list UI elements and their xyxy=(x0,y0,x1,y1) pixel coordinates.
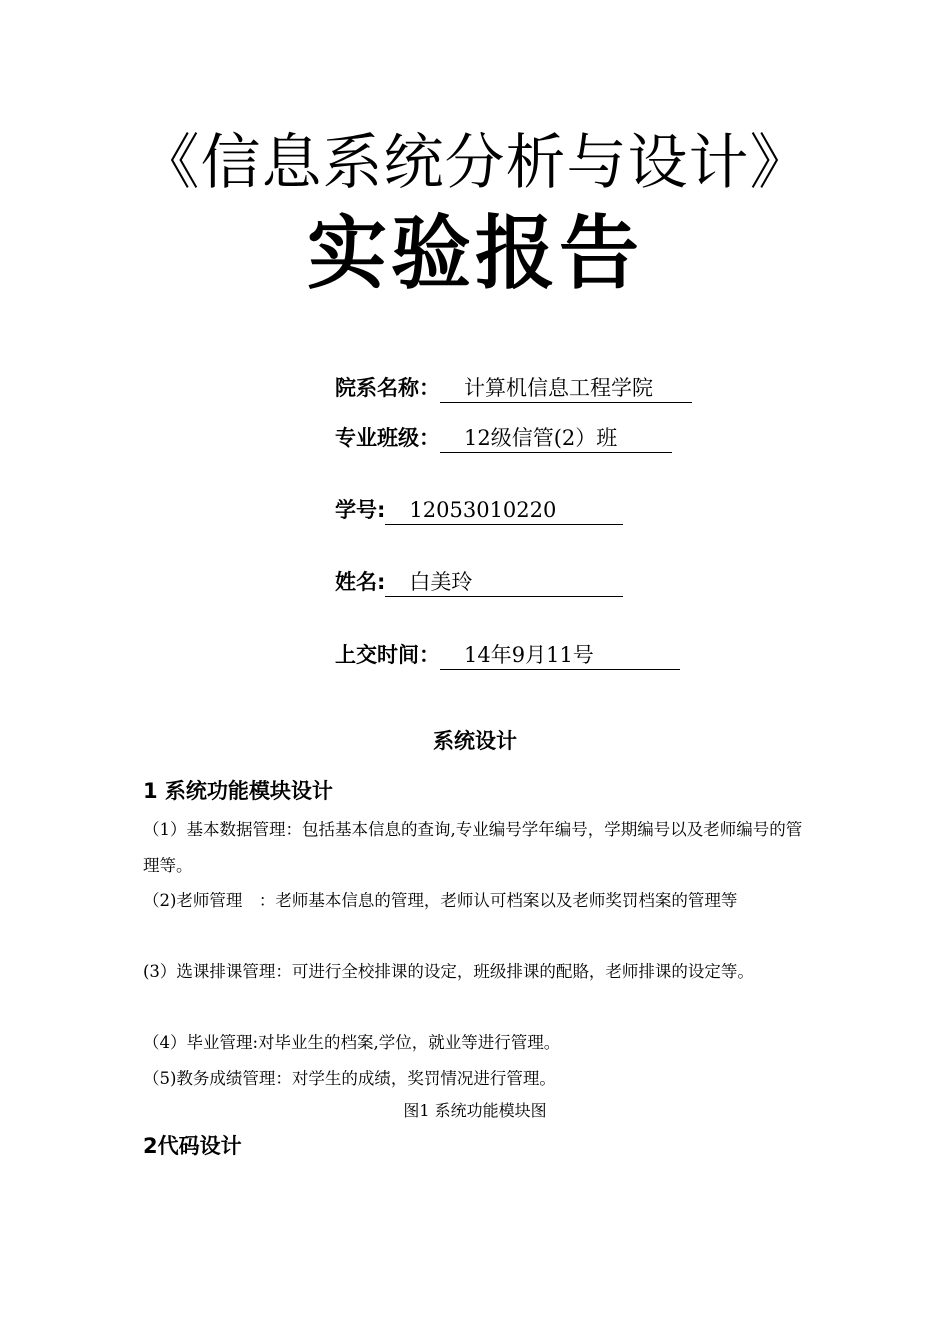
report-title-course: 《信息系统分析与设计》 xyxy=(139,128,811,198)
field-submit-time-label: 上交时间： xyxy=(335,643,440,667)
field-department xyxy=(335,374,692,403)
field-student-id xyxy=(335,496,623,525)
figure-caption: 图1 系统功能模块图 xyxy=(403,1101,547,1120)
field-class-label: 专业班级： xyxy=(335,426,440,450)
paragraph-course-scheduling: (3）选课排课管理：可进行全校排课的设定，班级排课的配賂，老师排课的设定等。 xyxy=(143,962,754,981)
field-submit-time xyxy=(335,641,680,670)
paragraph-teacher-management: （2)老师管理 ：老师基本信息的管理，老师认可档案以及老师奖罚档案的管理等 xyxy=(143,891,738,910)
section-title: 系统设计 xyxy=(433,729,517,753)
field-student-id-label: 学号: xyxy=(335,498,386,522)
paragraph-grades: （5)教务成绩管理：对学生的成绩，奖罚情况进行管理。 xyxy=(143,1069,556,1088)
paragraph-graduation: （4）毕业管理:对毕业生的档案,学位，就业等进行管理。 xyxy=(143,1033,561,1052)
heading-module-design: 1 系统功能模块设计 xyxy=(143,779,333,803)
field-submit-time-value: 14年9月11号 xyxy=(440,641,680,670)
field-department-label: 院系名称： xyxy=(335,376,440,400)
paragraph-basic-data: （1）基本数据管理：包括基本信息的查询,专业编号学年编号，学期编号以及老师编号的管理等。 xyxy=(143,820,803,875)
field-class-value: 12级信管(2）班 xyxy=(440,424,672,453)
report-title-main: 实验报告 xyxy=(307,207,643,300)
field-name-label: 姓名: xyxy=(335,570,386,594)
heading-code-design: 2代码设计 xyxy=(143,1134,242,1158)
field-name-value: 白美玲 xyxy=(385,568,623,597)
field-department-value: 计算机信息工程学院 xyxy=(440,374,692,403)
field-student-id-value: 12053010220 xyxy=(385,496,623,525)
field-class xyxy=(335,424,672,453)
field-name xyxy=(335,568,623,597)
